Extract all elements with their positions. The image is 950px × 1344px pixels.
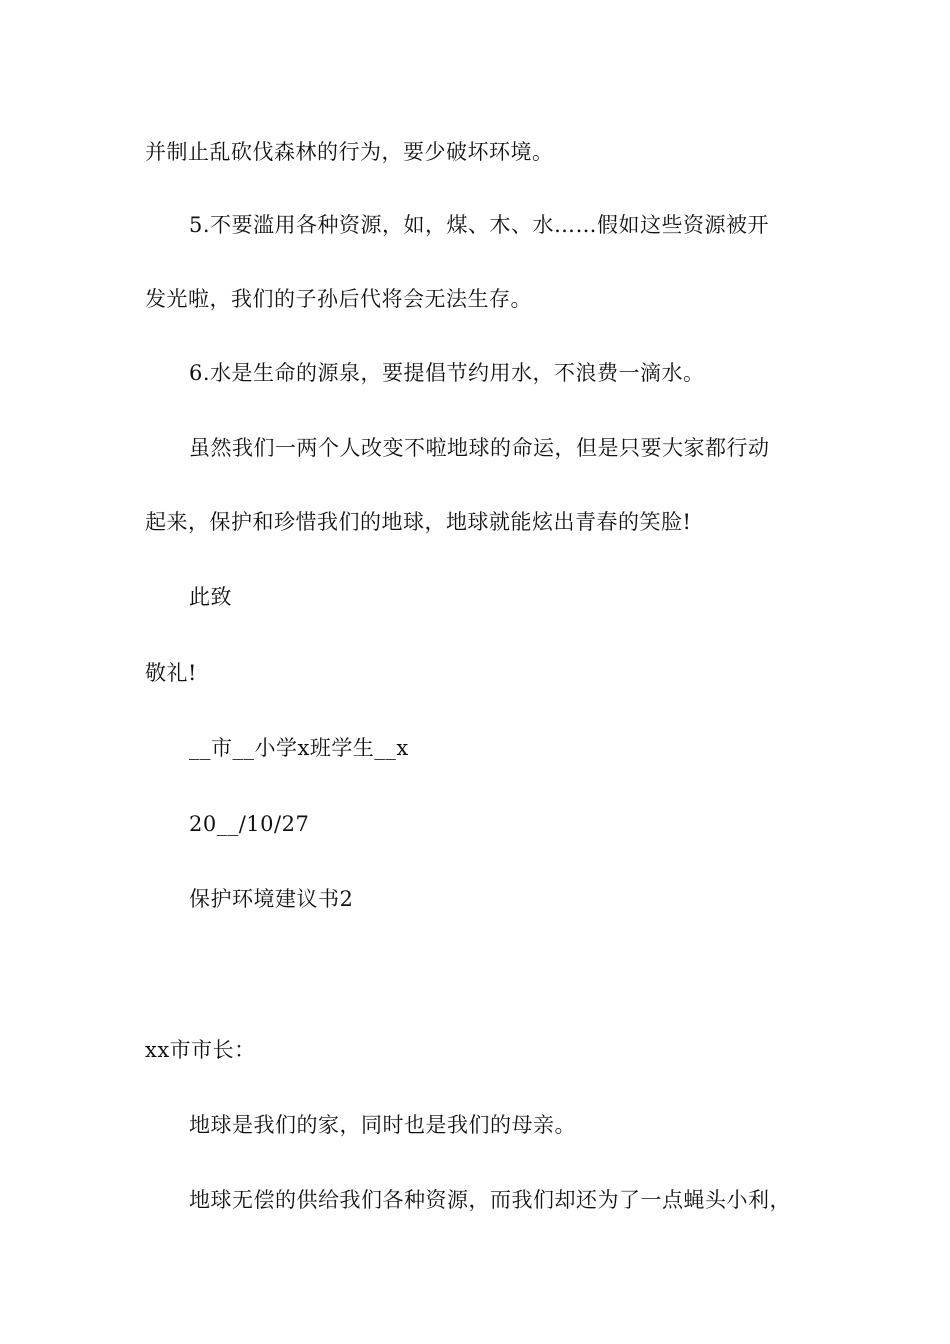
list-item-6: 6.水是生命的源泉，要提倡节约用水，不浪费一滴水。 [189, 361, 705, 385]
closing-salutation: 此致 [189, 585, 232, 609]
paragraph-line: 并制止乱砍伐森林的行为，要少破坏环境。 [145, 140, 554, 164]
paragraph-line: 地球是我们的家，同时也是我们的母亲。 [189, 1113, 576, 1137]
paragraph-line: 起来，保护和珍惜我们的地球，地球就能炫出青春的笑脸! [145, 510, 692, 534]
section-title: 保护环境建议书2 [189, 887, 354, 911]
paragraph-line: 地球无偿的供给我们各种资源，而我们却还为了一点蝇头小利， [189, 1188, 791, 1212]
list-item-5-line-2: 发光啦，我们的子孙后代将会无法生存。 [145, 287, 532, 311]
recipient-greeting: xx市市长： [145, 1038, 256, 1062]
signature: __市__小学x班学生__x [189, 736, 409, 760]
date: 20__/10/27 [189, 812, 310, 836]
closing-regards: 敬礼! [145, 661, 197, 685]
paragraph-line: 虽然我们一两个人改变不啦地球的命运，但是只要大家都行动 [189, 436, 770, 460]
list-item-5-line-1: 5.不要滥用各种资源，如，煤、木、水……假如这些资源被开 [189, 213, 770, 237]
